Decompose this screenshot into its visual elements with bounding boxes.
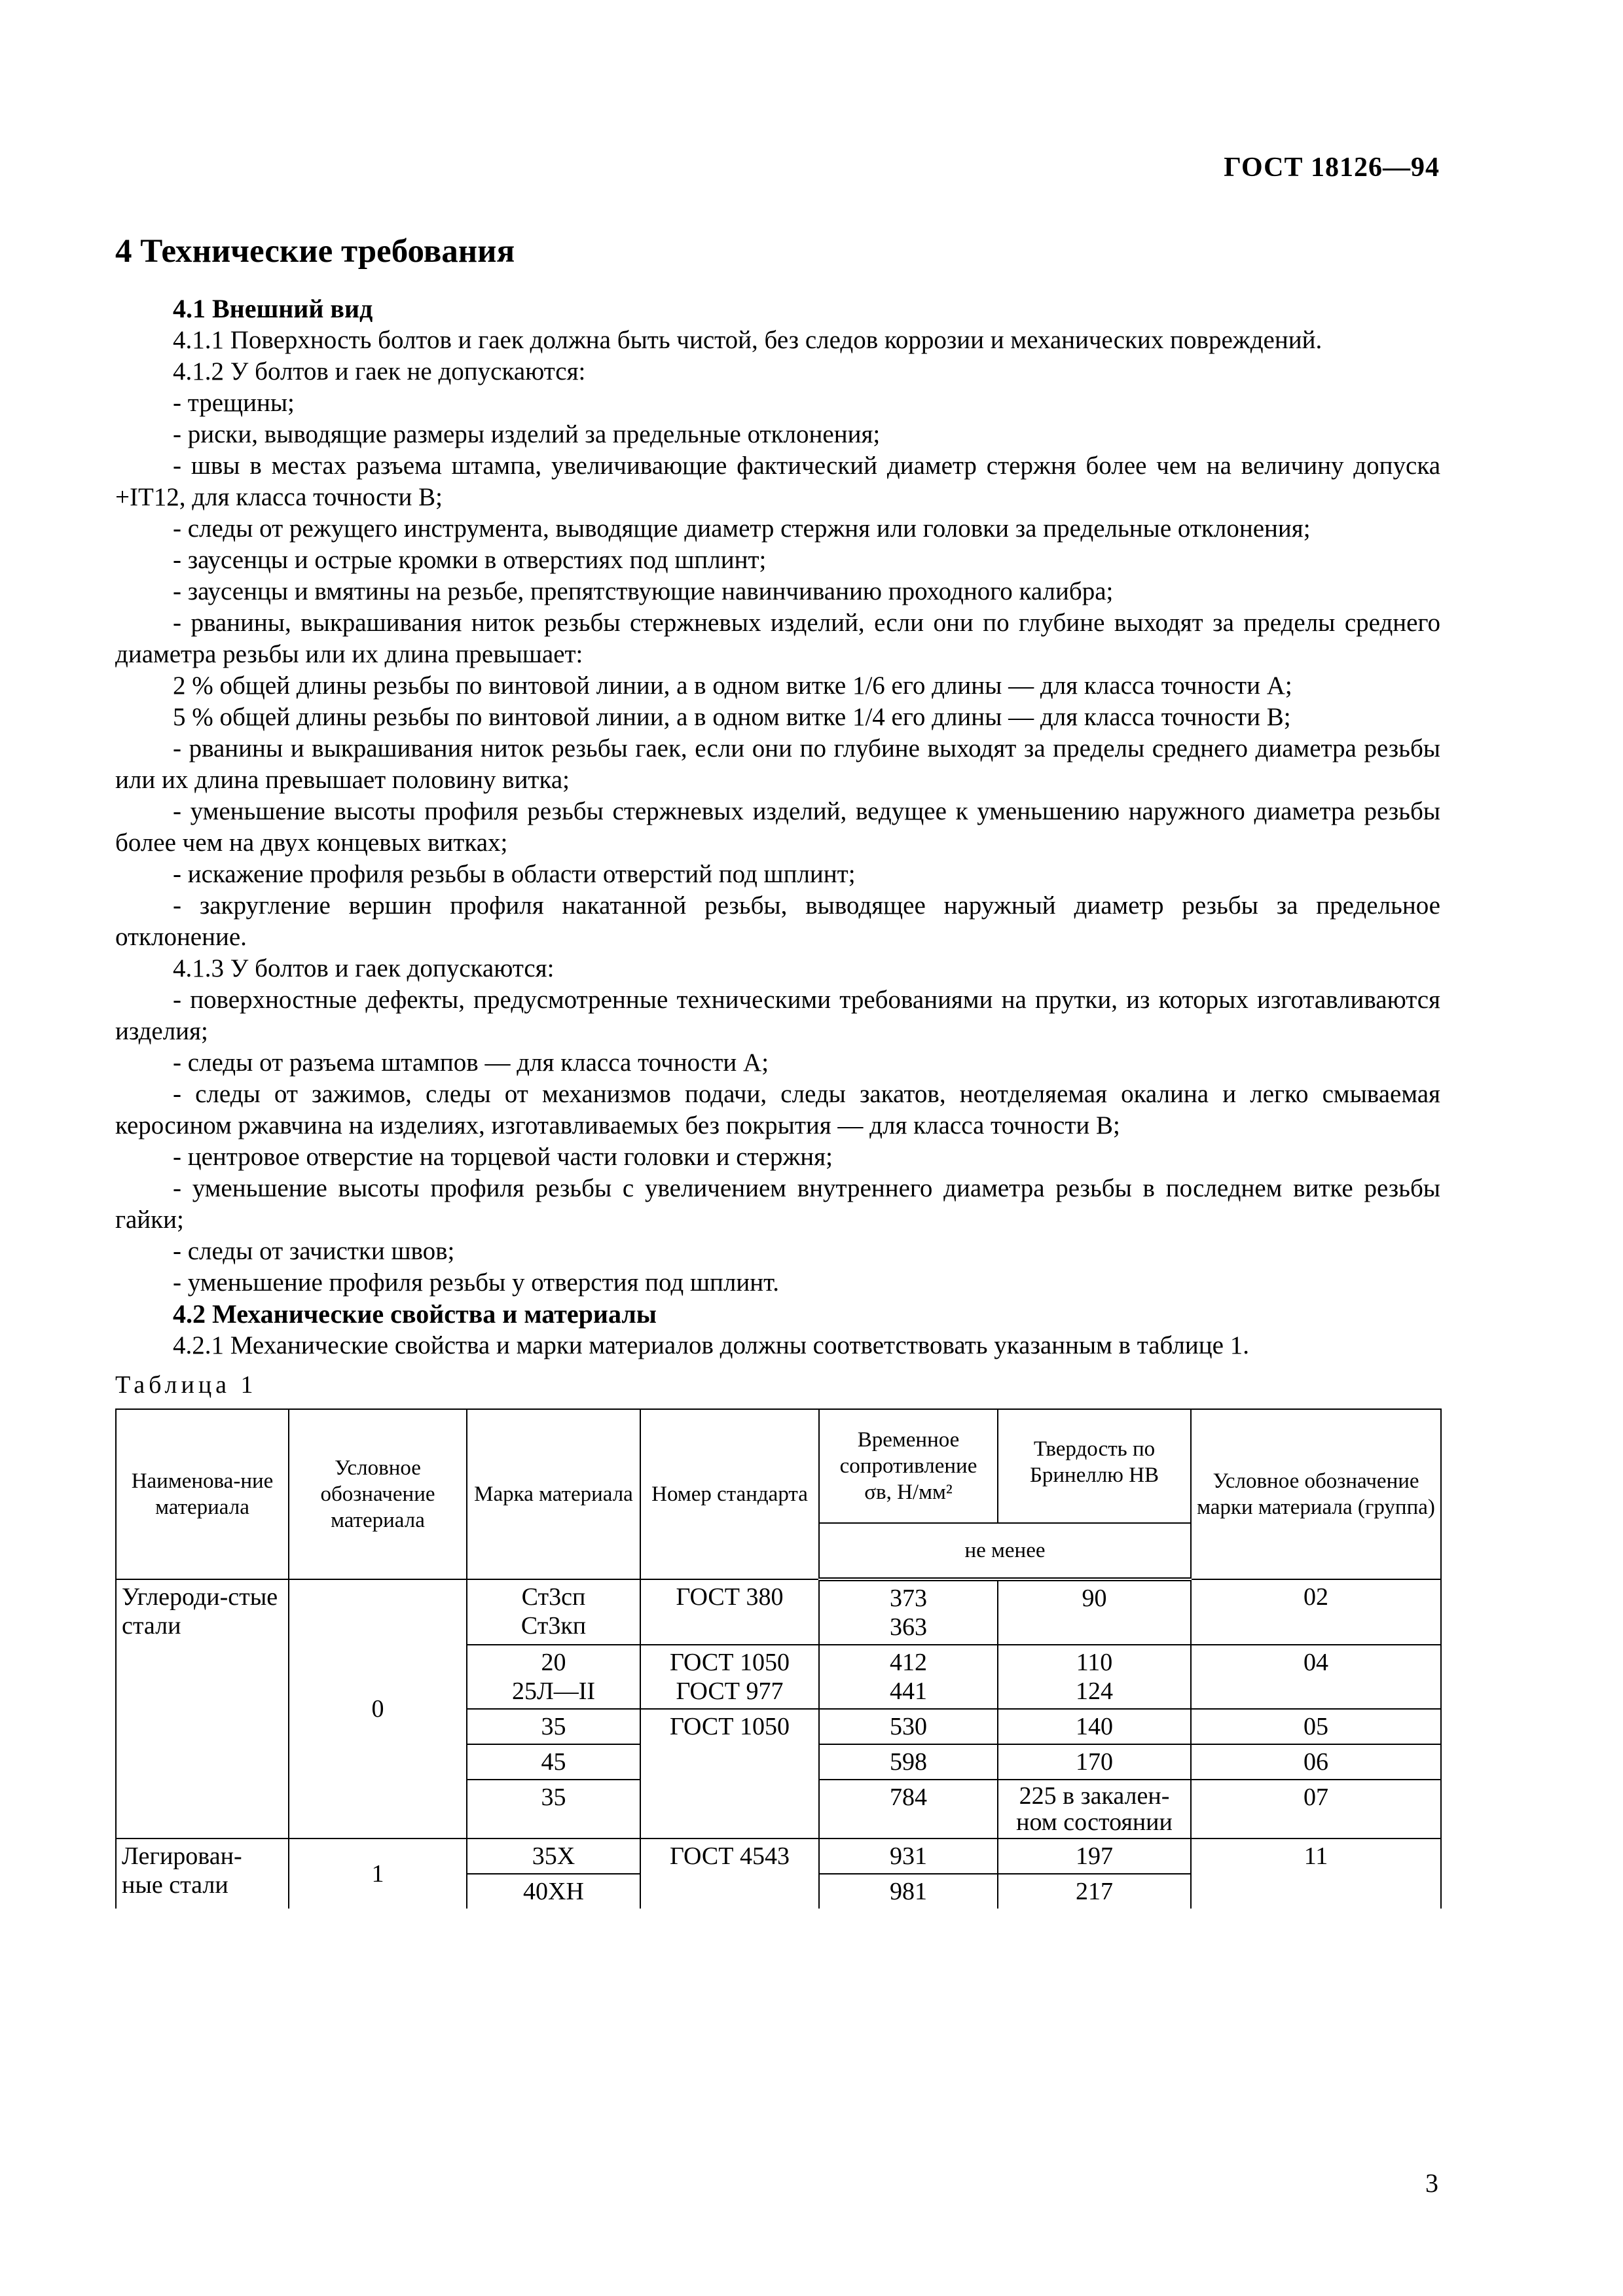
list-item: - риски, выводящие размеры изделий за предельные отклонения;: [173, 420, 881, 448]
list-item: - уменьшение высоты профиля резьбы стержневых изделий, ведущее к уменьшению наружного диаметра резьбы более чем на двух концевых витках;: [115, 797, 1440, 857]
cell-grade: Ст3сп Ст3кп: [467, 1579, 640, 1645]
list-item: - заусенцы и вмятины на резьбе, препятствующие навинчиванию проходного калибра;: [173, 577, 1114, 605]
cell-hardness: 225 в закален-ном состоянии: [998, 1780, 1191, 1839]
table-label: Таблица 1: [115, 1371, 257, 1399]
list-item: - поверхностные дефекты, предусмотренные техническими требованиями на прутки, из которых изготавливаются изделия;: [115, 986, 1440, 1045]
cell-standard: ГОСТ 1050 ГОСТ 977: [640, 1645, 819, 1709]
cell-group: 06: [1191, 1744, 1441, 1780]
cell-strength: 784: [819, 1780, 998, 1839]
list-item: - следы от зачистки швов;: [173, 1237, 455, 1265]
paragraph: 4.1.2 У болтов и гаек не допускаются:: [173, 357, 586, 386]
list-item: 2 % общей длины резьбы по винтовой линии, а в одном витке 1/6 его длины — для класса точности А;: [173, 672, 1292, 700]
list-item: - искажение профиля резьбы в области отверстий под шплинт;: [173, 860, 856, 888]
cell-hardness: 217: [998, 1874, 1191, 1909]
header-tensile-strength: Временное сопротивление σв, Н/мм²: [819, 1409, 998, 1523]
header-brinell-hardness: Твердость по Бринеллю НВ: [998, 1409, 1191, 1523]
cell-hardness: 90: [998, 1579, 1191, 1645]
list-item: - следы от разъема штампов — для класса точности А;: [173, 1049, 769, 1077]
paragraph: 4.1.3 У болтов и гаек допускаются:: [173, 954, 555, 982]
header-material-grade: Марка материала: [467, 1409, 640, 1579]
list-item: - следы от зажимов, следы от механизмов подачи, следы закатов, неотделяемая окалина и легко смываемая керосином ржавчина на изделиях, изготавливаемых без покрытия — для класса точности В;: [115, 1080, 1440, 1139]
page-number: 3: [1425, 2168, 1438, 2198]
cell-strength: 931: [819, 1839, 998, 1874]
cell-strength: 530: [819, 1709, 998, 1744]
subsection-heading-4-2: 4.2 Механические свойства и материалы: [173, 1299, 657, 1329]
table-row: [116, 1839, 1441, 1874]
list-item: 5 % общей длины резьбы по винтовой линии, а в одном витке 1/4 его длины — для класса точности В;: [173, 703, 1291, 731]
cell-group: 07: [1191, 1780, 1441, 1839]
cell-strength: 412 441: [819, 1645, 998, 1709]
cell-strength: 981: [819, 1874, 998, 1909]
section-title: 4 Технические требования: [115, 233, 515, 270]
header-material-name: Наименова-ние материала: [116, 1409, 289, 1579]
paragraph: 4.1.1 Поверхность болтов и гаек должна быть чистой, без следов коррозии и механических повреждений.: [173, 326, 1322, 354]
list-item: - рванины, выкрашивания ниток резьбы стержневых изделий, если они по глубине выходят за пределы среднего диаметра резьбы или их длина превышает:: [115, 609, 1440, 668]
header-not-less-than: не менее: [819, 1523, 1191, 1579]
subsection-heading-4-1: 4.1 Внешний вид: [173, 294, 373, 323]
cell-hardness: 140: [998, 1709, 1191, 1744]
list-item: - закругление вершин профиля накатанной резьбы, выводящее наружный диаметр резьбы за предельное отклонение.: [115, 891, 1440, 951]
cell-grade: 35Х: [467, 1839, 640, 1874]
cell-material-symbol: 1: [289, 1839, 467, 1909]
cell-group: 11: [1191, 1839, 1441, 1909]
paragraph: 4.2.1 Механические свойства и марки материалов должны соответствовать указанным в таблице 1.: [173, 1331, 1249, 1359]
header-grade-group: Условное обозначение марки материала (группа): [1191, 1409, 1441, 1579]
cell-grade: 35: [467, 1709, 640, 1744]
cell-material-name: Углероди-стые стали: [116, 1579, 289, 1839]
header-material-symbol: Условное обозначение материала: [289, 1409, 467, 1579]
cell-material-name: Легирован-ные стали: [116, 1839, 289, 1909]
cell-hardness: 197: [998, 1839, 1191, 1874]
cell-strength: 598: [819, 1744, 998, 1780]
cell-group: 02: [1191, 1579, 1441, 1645]
cell-material-symbol: 0: [289, 1579, 467, 1839]
list-item: - рванины и выкрашивания ниток резьбы гаек, если они по глубине выходят за пределы среднего диаметра резьбы или их длина превышает половину витка;: [115, 734, 1440, 794]
materials-table: [115, 1408, 1442, 1909]
document-code-header: ГОСТ 18126—94: [1224, 152, 1440, 183]
list-item: - центровое отверстие на торцевой части головки и стержня;: [173, 1143, 833, 1171]
cell-grade: 45: [467, 1744, 640, 1780]
cell-grade: 40ХН: [467, 1874, 640, 1909]
list-item: - уменьшение высоты профиля резьбы с увеличением внутреннего диаметра резьбы в последнем витке резьбы гайки;: [115, 1174, 1440, 1234]
list-item: - уменьшение профиля резьбы у отверстия под шплинт.: [173, 1268, 779, 1297]
cell-hardness: 170: [998, 1744, 1191, 1780]
table-row: [116, 1579, 1441, 1645]
cell-strength: 373 363: [819, 1579, 998, 1645]
cell-group: 04: [1191, 1645, 1441, 1709]
cell-grade: 35: [467, 1780, 640, 1839]
list-item: - следы от режущего инструмента, выводящие диаметр стержня или головки за предельные отклонения;: [173, 514, 1311, 543]
cell-group: 05: [1191, 1709, 1441, 1744]
cell-grade: 20 25Л—II: [467, 1645, 640, 1709]
header-standard-number: Номер стандарта: [640, 1409, 819, 1579]
list-item: - заусенцы и острые кромки в отверстиях под шплинт;: [173, 546, 767, 574]
page-body: [115, 223, 1440, 1909]
list-item: - трещины;: [173, 389, 295, 417]
list-item: - швы в местах разъема штампа, увеличивающие фактический диаметр стержня более чем на величину допуска +IT12, для класса точности В;: [115, 452, 1440, 511]
cell-standard: ГОСТ 4543: [640, 1839, 819, 1909]
cell-standard: ГОСТ 1050: [640, 1709, 819, 1839]
cell-standard: ГОСТ 380: [640, 1579, 819, 1645]
cell-hardness: 110 124: [998, 1645, 1191, 1709]
